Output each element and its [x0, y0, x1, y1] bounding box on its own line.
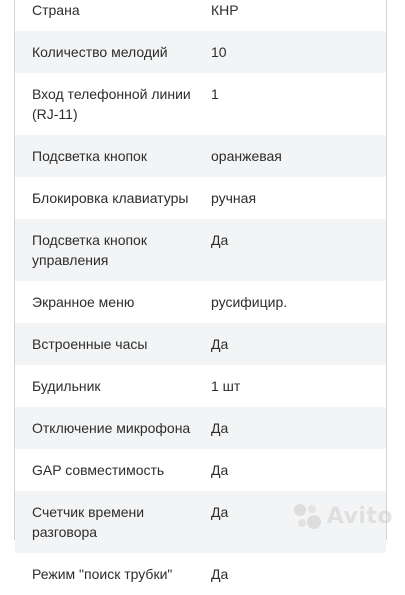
- spec-row: [15, 219, 386, 281]
- spec-key: Встроенные часы: [32, 336, 148, 352]
- spec-key: Подсветка кнопок управления: [32, 232, 147, 268]
- spec-row: [15, 365, 386, 407]
- spec-value: КНР: [211, 2, 239, 18]
- avito-watermark: [291, 500, 393, 532]
- spec-key: Отключение микрофона: [32, 420, 191, 436]
- spec-row: [15, 0, 386, 31]
- spec-row: [15, 281, 386, 323]
- spec-panel: [14, 0, 387, 582]
- spec-value: Да: [211, 566, 229, 582]
- spec-value: Да: [211, 336, 229, 352]
- spec-row: [15, 73, 386, 135]
- spec-row: [15, 407, 386, 449]
- watermark-text: Avito: [326, 503, 393, 529]
- spec-key: Блокировка клавиатуры: [32, 190, 189, 206]
- spec-row: [15, 553, 386, 595]
- spec-value: оранжевая: [211, 148, 282, 164]
- spec-key: Режим "поиск трубки": [32, 566, 173, 582]
- spec-value: 1: [211, 86, 219, 102]
- spec-row: [15, 323, 386, 365]
- spec-key: Вход телефонной линии (RJ-11): [32, 86, 191, 122]
- spec-value: 10: [211, 44, 227, 60]
- spec-row: [15, 135, 386, 177]
- spec-row: [15, 177, 386, 219]
- spec-key: GAP совместимость: [32, 462, 165, 478]
- spec-key: Счетчик времени разговора: [32, 504, 145, 540]
- spec-value: русифицир.: [211, 294, 288, 310]
- spec-value: ручная: [211, 190, 257, 206]
- spec-value: Да: [211, 232, 229, 248]
- spec-value: 1 шт: [211, 378, 241, 394]
- spec-value: Да: [211, 504, 229, 520]
- spec-row: [15, 449, 386, 491]
- spec-value: Да: [211, 420, 229, 436]
- spec-key: Страна: [32, 2, 80, 18]
- spec-value: Да: [211, 462, 229, 478]
- spec-key: Экранное меню: [32, 294, 135, 310]
- spec-key: Будильник: [32, 378, 101, 394]
- spec-key: Подсветка кнопок: [32, 148, 147, 164]
- spec-key: Количество мелодий: [32, 44, 168, 60]
- avito-logo-icon: [291, 500, 323, 532]
- spec-row: [15, 31, 386, 73]
